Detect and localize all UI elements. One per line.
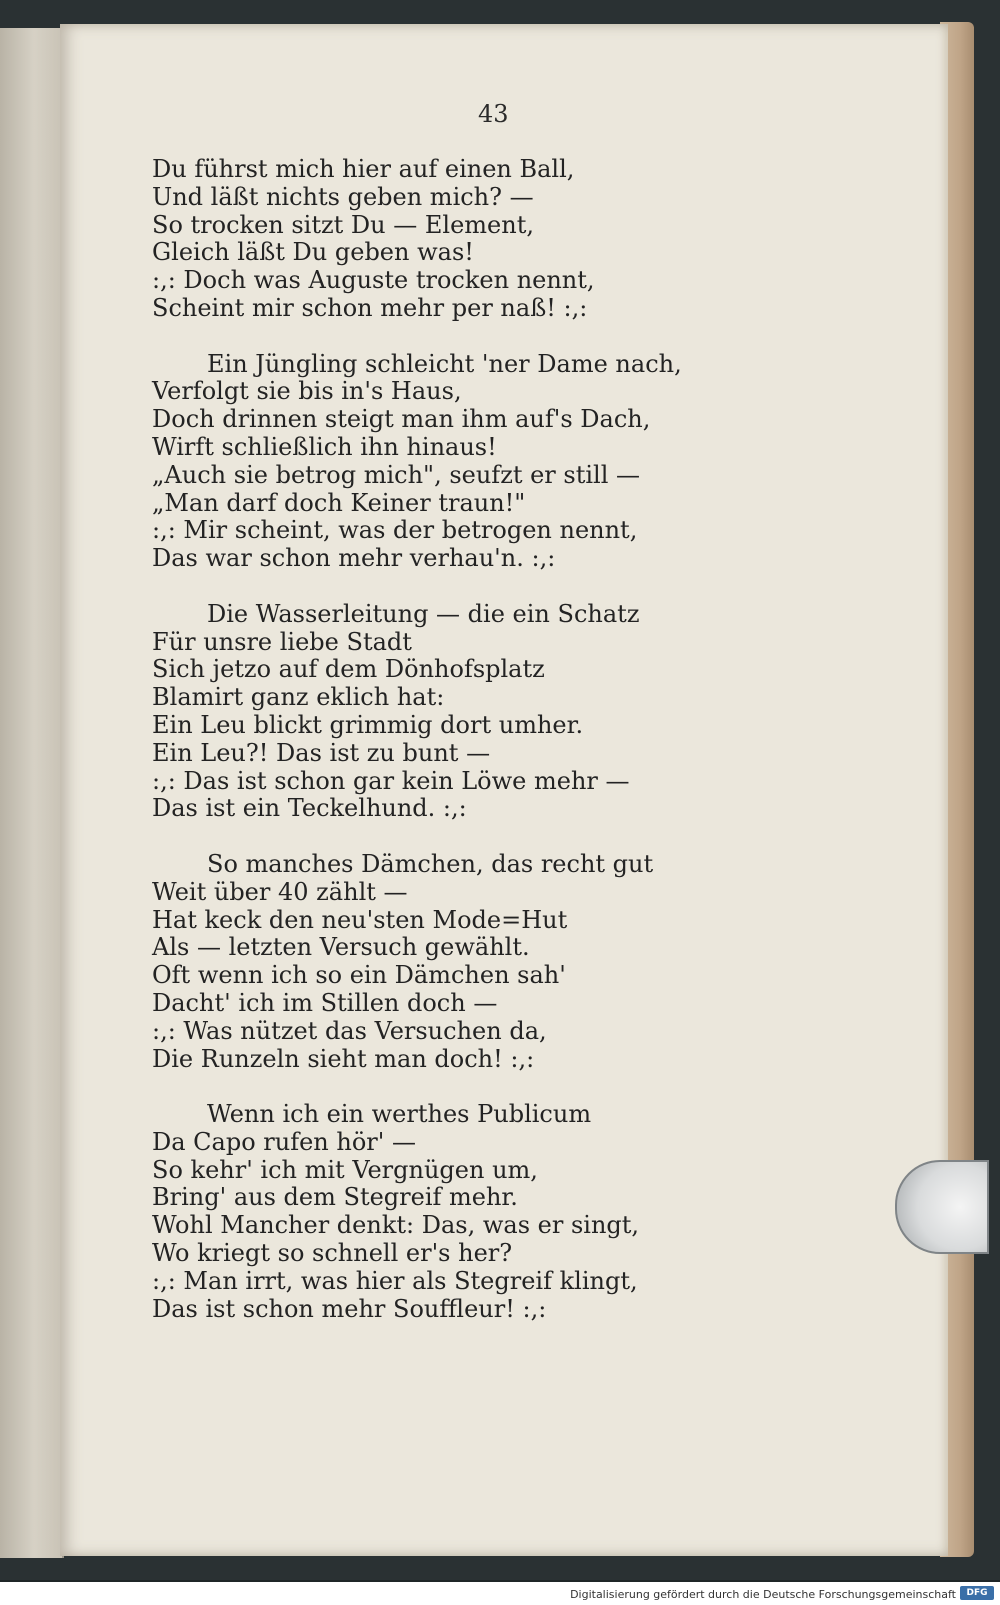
poem-line: :,: Das ist schon gar kein Löwe mehr — [152,766,630,795]
poem-line: Wenn ich ein werthes Publicum [207,1100,592,1129]
poem-line: Hat keck den neu'sten Mode=Hut [152,905,568,934]
poem-line: Ein Jüngling schleicht 'ner Dame nach, [207,349,682,378]
poem-line: Bring' aus dem Stegreif mehr. [152,1183,518,1212]
poem-line: Das ist ein Teckelhund. :,: [152,794,467,823]
poem-line: Die Runzeln sieht man doch! :,: [152,1044,535,1073]
stanza [152,601,712,823]
poem-line: Als — letzten Versuch gewählt. [152,933,530,962]
poem-line: :,: Was nützet das Versuchen da, [152,1016,547,1045]
poem-line: Die Wasserleitung — die ein Schatz [207,599,640,628]
footer-credit: Digitalisierung gefördert durch die Deutsche Forschungsgemeinschaft [570,1588,956,1601]
poem-line: Weit über 40 zählt — [152,877,408,906]
poem-line: Wohl Mancher denkt: Das, was er singt, [152,1211,640,1240]
poem-line: „Man darf doch Keiner traun!" [152,488,526,517]
poem-line: Das ist schon mehr Souffleur! :,: [152,1294,547,1323]
poem-line: Das war schon mehr verhau'n. :,: [152,544,556,573]
stanza [152,1101,712,1323]
poem-line: Dacht' ich im Stillen doch — [152,988,498,1017]
poem-text [152,156,712,1351]
page-clip [895,1160,989,1254]
stanza [152,156,712,323]
page-number: 43 [478,100,509,128]
poem-line: Du führst mich hier auf einen Ball, [152,155,575,183]
poem-line: :,: Man irrt, was hier als Stegreif klingt, [152,1266,638,1295]
poem-line: :,: Doch was Auguste trocken nennt, [152,266,595,295]
poem-line: Oft wenn ich so ein Dämchen sah' [152,961,566,990]
stanza [152,851,712,1073]
poem-line: So kehr' ich mit Vergnügen um, [152,1155,538,1184]
poem-line: Verfolgt sie bis in's Haus, [152,377,462,406]
poem-line: Ein Leu?! Das ist zu bunt — [152,738,491,767]
poem-line: :,: Mir scheint, was der betrogen nennt, [152,516,638,545]
poem-line: Wo kriegt so schnell er's her? [152,1239,513,1268]
poem-line: Da Capo rufen hör' — [152,1127,416,1156]
poem-line: So manches Dämchen, das recht gut [207,849,654,878]
poem-line: Ein Leu blickt grimmig dort umher. [152,710,584,739]
poem-line: Scheint mir schon mehr per naß! :,: [152,293,588,322]
poem-line: Sich jetzo auf dem Dönhofsplatz [152,655,545,684]
poem-line: Und läßt nichts geben mich? — [152,182,534,211]
poem-line: So trocken sitzt Du — Element, [152,210,534,239]
poem-line: „Auch sie betrog mich", seufzt er still — [152,460,641,489]
poem-line: Doch drinnen steigt man ihm auf's Dach, [152,405,651,434]
left-page-edge [0,28,64,1558]
stanza [152,351,712,573]
dfg-logo-icon: DFG [960,1586,994,1600]
poem-line: Wirft schließlich ihn hinaus! [152,432,497,461]
poem-line: Gleich läßt Du geben was! [152,238,474,267]
poem-line: Blamirt ganz eklich hat: [152,683,445,712]
poem-line: Für unsre liebe Stadt [152,627,412,656]
